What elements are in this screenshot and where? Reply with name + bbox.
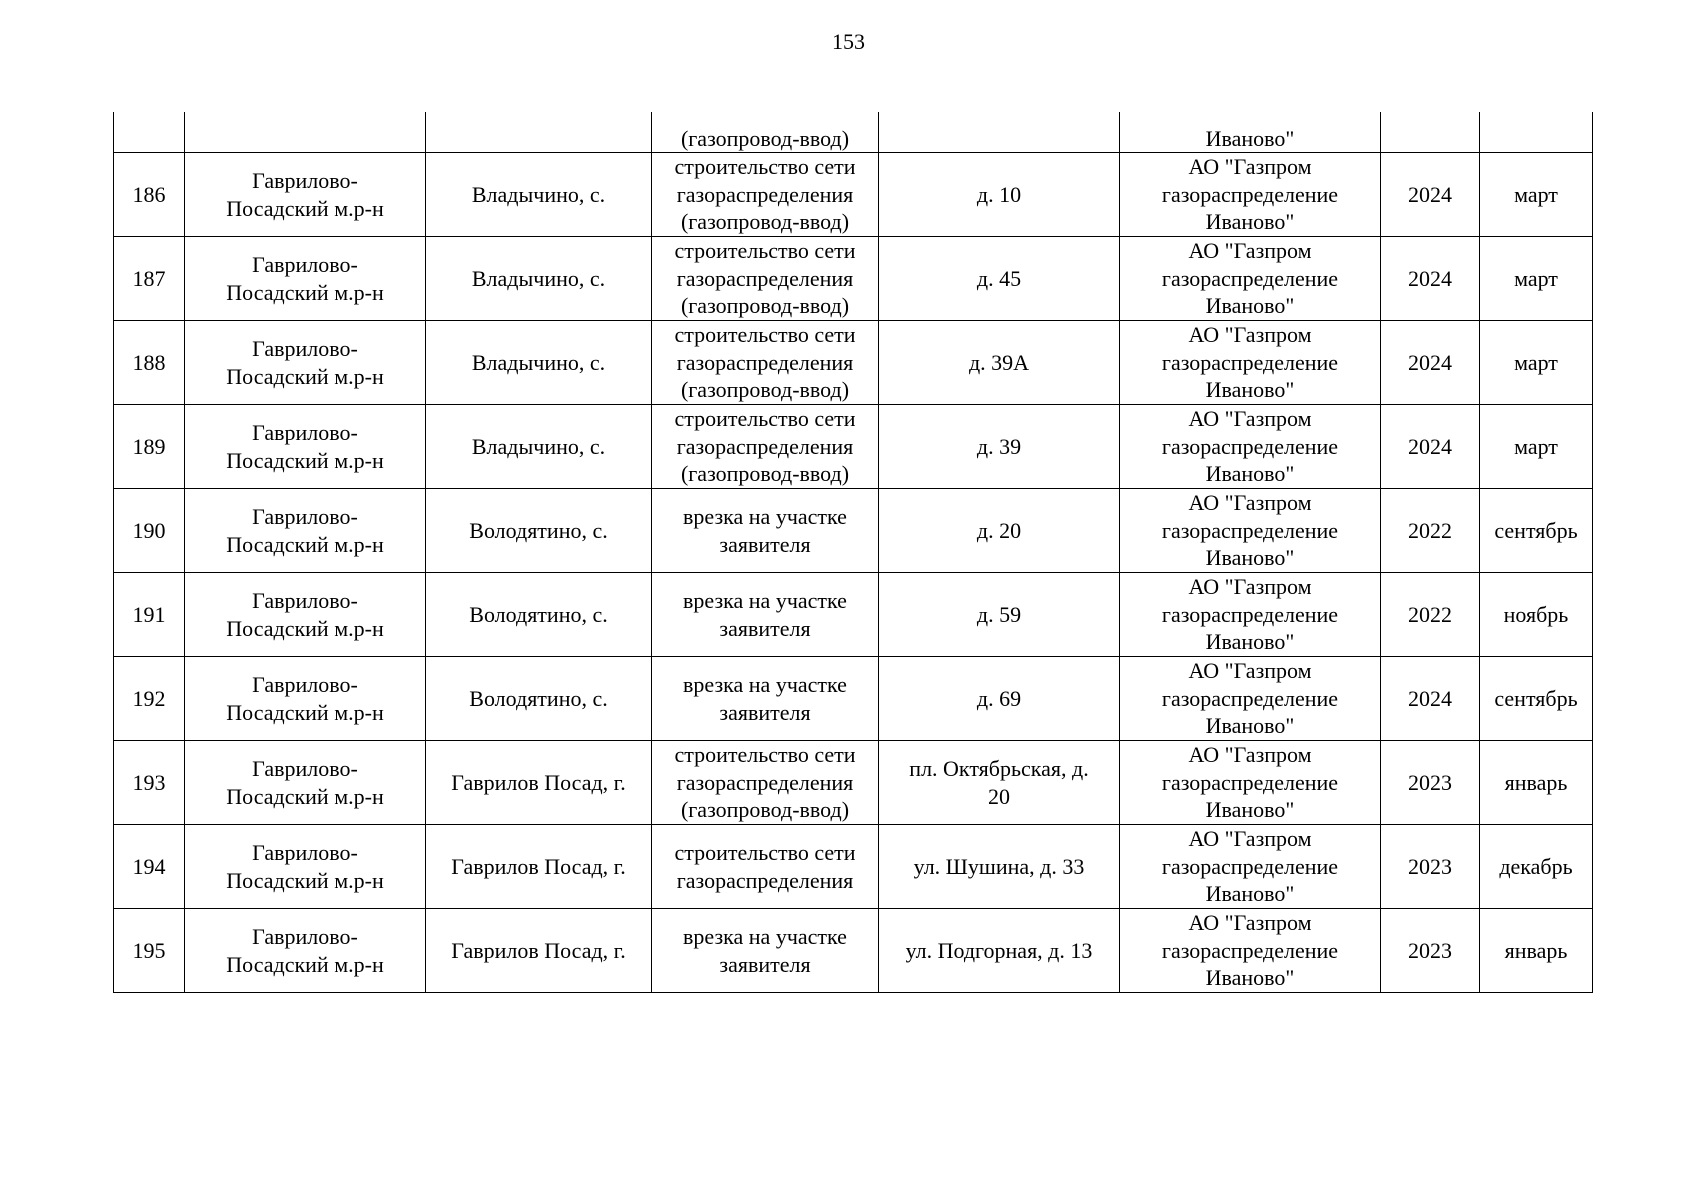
cell-work: строительство сети газораспределения (газопровод-ввод) xyxy=(652,321,879,405)
cell-settlement xyxy=(426,112,652,153)
cell-settlement: Володятино, с. xyxy=(426,573,652,657)
cell-work: (газопровод-ввод) xyxy=(652,112,879,153)
cell-year: 2024 xyxy=(1381,657,1480,741)
cell-no: 194 xyxy=(114,825,185,909)
cell-district: Гаврилово- Посадский м.р-н xyxy=(185,153,426,237)
table-row xyxy=(114,573,1593,657)
cell-organization: АО "Газпром газораспределение Иваново" xyxy=(1120,741,1381,825)
cell-month: март xyxy=(1480,237,1593,321)
cell-year: 2022 xyxy=(1381,489,1480,573)
cell-address: д. 10 xyxy=(879,153,1120,237)
cell-district: Гаврилово- Посадский м.р-н xyxy=(185,405,426,489)
cell-settlement: Гаврилов Посад, г. xyxy=(426,909,652,993)
cell-district: Гаврилово- Посадский м.р-н xyxy=(185,489,426,573)
cell-district: Гаврилово- Посадский м.р-н xyxy=(185,237,426,321)
cell-organization: АО "Газпром газораспределение Иваново" xyxy=(1120,573,1381,657)
cell-month: ноябрь xyxy=(1480,573,1593,657)
cell-year: 2022 xyxy=(1381,573,1480,657)
cell-district: Гаврилово- Посадский м.р-н xyxy=(185,573,426,657)
cell-no xyxy=(114,112,185,153)
cell-work: строительство сети газораспределения (газопровод-ввод) xyxy=(652,741,879,825)
cell-month xyxy=(1480,112,1593,153)
cell-year: 2023 xyxy=(1381,909,1480,993)
cell-organization: АО "Газпром газораспределение Иваново" xyxy=(1120,825,1381,909)
cell-address xyxy=(879,112,1120,153)
cell-address: д. 59 xyxy=(879,573,1120,657)
cell-settlement: Владычино, с. xyxy=(426,405,652,489)
cell-district: Гаврилово- Посадский м.р-н xyxy=(185,321,426,405)
table-row xyxy=(114,657,1593,741)
cell-settlement: Гаврилов Посад, г. xyxy=(426,825,652,909)
cell-work: врезка на участке заявителя xyxy=(652,573,879,657)
table-body xyxy=(114,112,1593,993)
table-row xyxy=(114,237,1593,321)
cell-month: сентябрь xyxy=(1480,657,1593,741)
cell-no: 193 xyxy=(114,741,185,825)
cell-no: 189 xyxy=(114,405,185,489)
cell-address: д. 20 xyxy=(879,489,1120,573)
cell-no: 195 xyxy=(114,909,185,993)
cell-organization: АО "Газпром газораспределение Иваново" xyxy=(1120,909,1381,993)
cell-organization: АО "Газпром газораспределение Иваново" xyxy=(1120,153,1381,237)
cell-settlement: Володятино, с. xyxy=(426,489,652,573)
cell-district: Гаврилово- Посадский м.р-н xyxy=(185,657,426,741)
cell-month: сентябрь xyxy=(1480,489,1593,573)
cell-organization: АО "Газпром газораспределение Иваново" xyxy=(1120,657,1381,741)
cell-settlement: Владычино, с. xyxy=(426,237,652,321)
page-number: 153 xyxy=(832,29,865,54)
cell-address: ул. Подгорная, д. 13 xyxy=(879,909,1120,993)
cell-settlement: Владычино, с. xyxy=(426,153,652,237)
cell-month: март xyxy=(1480,321,1593,405)
cell-no: 192 xyxy=(114,657,185,741)
cell-address: д. 45 xyxy=(879,237,1120,321)
cell-work: строительство сети газораспределения xyxy=(652,825,879,909)
cell-month: декабрь xyxy=(1480,825,1593,909)
cell-work: строительство сети газораспределения (газопровод-ввод) xyxy=(652,153,879,237)
cell-organization: АО "Газпром газораспределение Иваново" xyxy=(1120,489,1381,573)
cell-organization: Иваново" xyxy=(1120,112,1381,153)
cell-organization: АО "Газпром газораспределение Иваново" xyxy=(1120,237,1381,321)
cell-organization: АО "Газпром газораспределение Иваново" xyxy=(1120,321,1381,405)
cell-year: 2023 xyxy=(1381,825,1480,909)
cell-district: Гаврилово- Посадский м.р-н xyxy=(185,909,426,993)
cell-no: 187 xyxy=(114,237,185,321)
cell-district: Гаврилово- Посадский м.р-н xyxy=(185,741,426,825)
cell-year: 2023 xyxy=(1381,741,1480,825)
continued-row xyxy=(114,112,1593,153)
table-row xyxy=(114,153,1593,237)
cell-work: строительство сети газораспределения (газопровод-ввод) xyxy=(652,405,879,489)
cell-work: врезка на участке заявителя xyxy=(652,489,879,573)
table-row xyxy=(114,405,1593,489)
cell-year: 2024 xyxy=(1381,405,1480,489)
gasification-table xyxy=(113,112,1593,993)
cell-district xyxy=(185,112,426,153)
table-row xyxy=(114,321,1593,405)
cell-month: март xyxy=(1480,405,1593,489)
table-row xyxy=(114,909,1593,993)
cell-no: 188 xyxy=(114,321,185,405)
cell-year xyxy=(1381,112,1480,153)
cell-year: 2024 xyxy=(1381,153,1480,237)
cell-month: январь xyxy=(1480,909,1593,993)
cell-address: д. 39 xyxy=(879,405,1120,489)
cell-address: пл. Октябрьская, д. 20 xyxy=(879,741,1120,825)
cell-year: 2024 xyxy=(1381,237,1480,321)
cell-address: д. 69 xyxy=(879,657,1120,741)
cell-month: январь xyxy=(1480,741,1593,825)
cell-no: 190 xyxy=(114,489,185,573)
cell-district: Гаврилово- Посадский м.р-н xyxy=(185,825,426,909)
cell-work: строительство сети газораспределения (газопровод-ввод) xyxy=(652,237,879,321)
cell-address: ул. Шушина, д. 33 xyxy=(879,825,1120,909)
cell-organization: АО "Газпром газораспределение Иваново" xyxy=(1120,405,1381,489)
cell-no: 191 xyxy=(114,573,185,657)
cell-settlement: Владычино, с. xyxy=(426,321,652,405)
cell-settlement: Гаврилов Посад, г. xyxy=(426,741,652,825)
cell-settlement: Володятино, с. xyxy=(426,657,652,741)
table-row xyxy=(114,825,1593,909)
cell-work: врезка на участке заявителя xyxy=(652,657,879,741)
cell-year: 2024 xyxy=(1381,321,1480,405)
table-row xyxy=(114,489,1593,573)
cell-month: март xyxy=(1480,153,1593,237)
cell-work: врезка на участке заявителя xyxy=(652,909,879,993)
table-row xyxy=(114,741,1593,825)
cell-no: 186 xyxy=(114,153,185,237)
cell-address: д. 39А xyxy=(879,321,1120,405)
